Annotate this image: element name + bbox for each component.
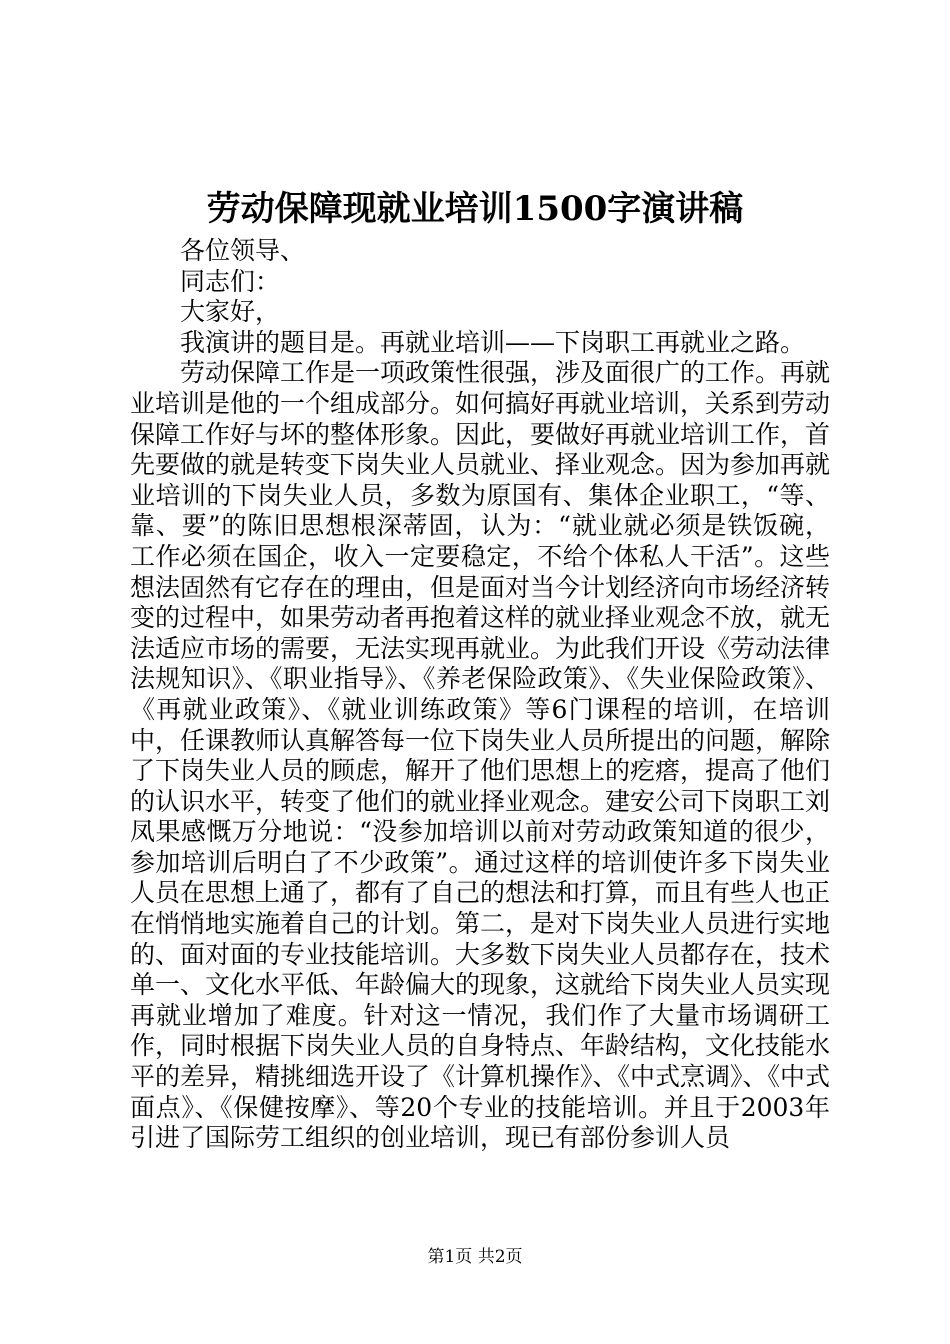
document-title: 劳动保障现就业培训1500字演讲稿 xyxy=(206,189,744,229)
page-footer: 第1页 共2页 xyxy=(427,1247,523,1267)
main-paragraph: 劳动保障工作是一项政策性很强，涉及面很广的工作。再就业培训是他的一个组成部分。如何搞好再就业培训，关系到劳动保障工作好与坏的整体形象。因此，要做好再就业培训工作，首先要做的就是转变下岗失业人员就业、择业观念。因为参加再就业培训的下岗失业人员，多数为原国有、集体企业职工，“等、靠、要”的陈旧思想根深蒂固，认为：“就业就必须是铁饭碗，工作必须在国企，收入一定要稳定，不给个体私人干活”。这些想法固然有它存在的理由，但是面对当今计划经济向市场经济转变的过程中，如果劳动者再抱着这样的就业择业观念不放，就无法适应市场的需要，无法实现再就业。为此我们开设《劳动法律法规知识》、《职业指导》、《养老保险政策》、《失业保险政策》、《再就业政策》、《就业训练政策》等6门课程的培训，在培训中，任课教师认真解答每一位下岗失业人员所提出的问题，解除了下岗失业人员的顾虑，解开了他们思想上的疙瘩，提高了他们的认识水平，转变了他们的就业择业观念。建安公司下岗职工刘凤果感慨万分地说：“没参加培训以前对劳动政策知道的很少，参加培训后明白了不少政策”。通过这样的培训使许多下岗失业人员在思想上通了，都有了自己的想法和打算，而且有些人也正在悄悄地实施着自己的计划。第二，是对下岗失业人员进行实地的、面对面的专业技能培训。大多数下岗失业人员都存在，技术单一、文化水平低、年龄偏大的现象，这就给下岗失业人员实现再就业增加了难度。针对这一情况，我们作了大量市场调研工作，同时根据下岗失业人员的自身特点、年龄结构，文化技能水平的差异，精挑细选开设了《计算机操作》、《中式烹调》、《中式面点》、《保健按摩》、等20个专业的技能培训。并且于2003年引进了国际劳工组织的创业培训，现已有部份参训人员 xyxy=(130,358,831,1153)
greeting: 大家好， xyxy=(180,297,281,327)
salutation-leaders: 各位领导、 xyxy=(180,236,306,265)
salutation-comrades: 同志们： xyxy=(180,266,281,296)
speech-topic: 我演讲的题目是。再就业培训——下岗职工再就业之路。 xyxy=(180,327,806,357)
document-body xyxy=(130,236,830,1154)
